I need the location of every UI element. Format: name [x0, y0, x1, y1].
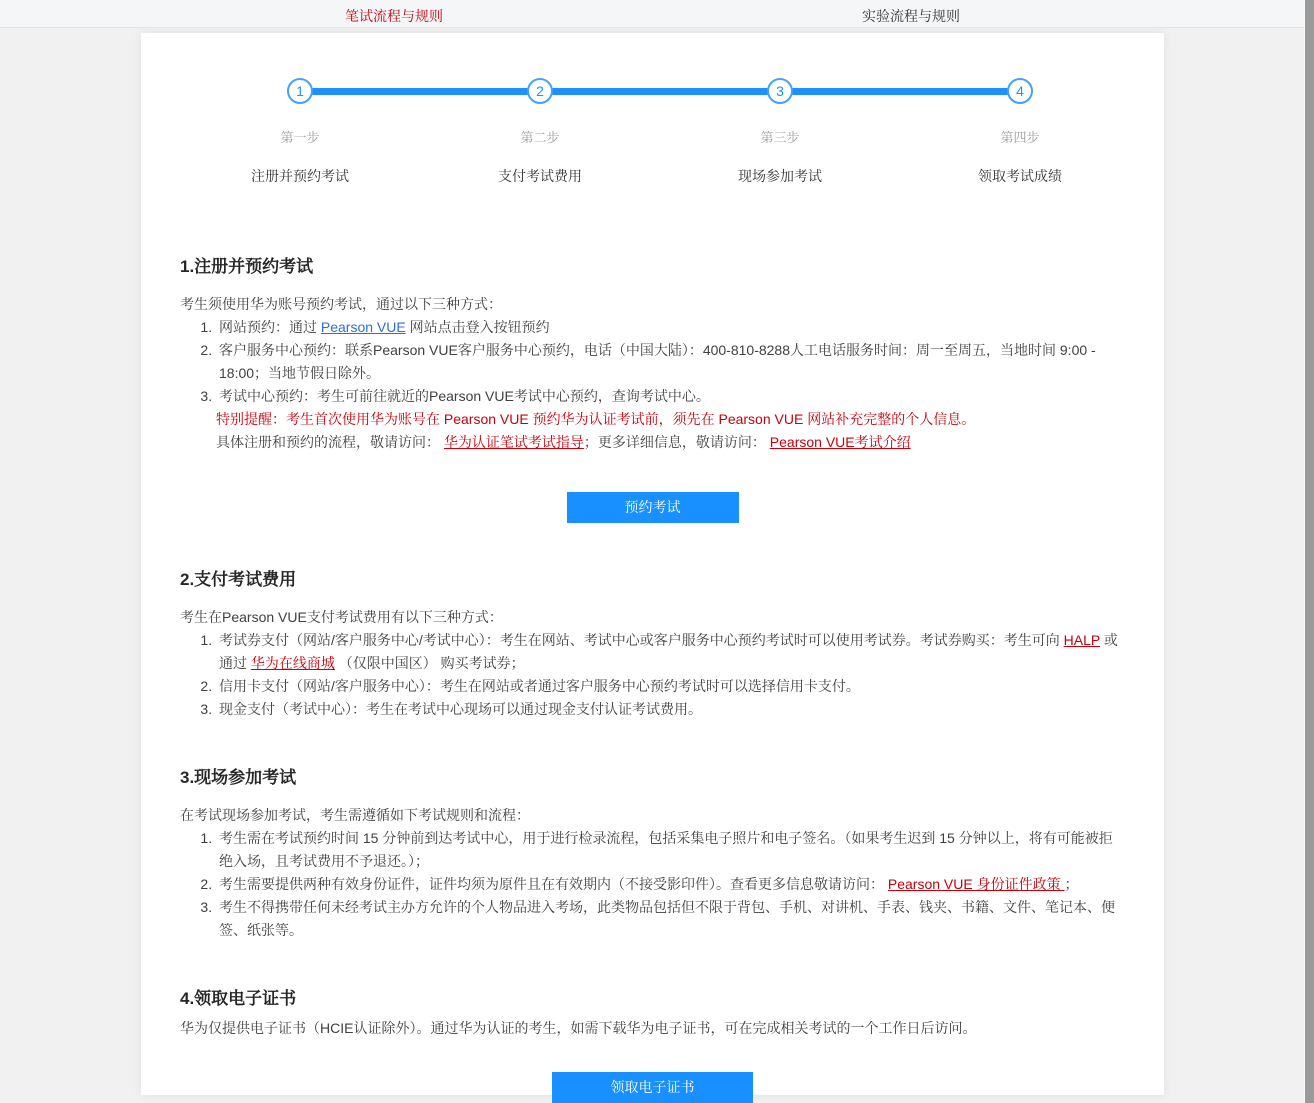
- step-2-name: 支付考试费用: [498, 168, 582, 184]
- tab-written-exam-rules[interactable]: 笔试流程与规则: [345, 8, 443, 24]
- item-text: 信用卡支付（网站/客户服务中心）：考生在网站或者通过客户服务中心预约考试时可以选择信用卡支付。: [219, 678, 860, 694]
- list-item: [216, 675, 1125, 698]
- id-policy-link[interactable]: Pearson VUE 身份证件政策: [887, 876, 1065, 892]
- list-item: [216, 827, 1125, 873]
- step-1-name: 注册并预约考试: [251, 168, 349, 184]
- get-certificate-button[interactable]: 领取电子证书: [552, 1072, 753, 1103]
- list-item: [216, 896, 1125, 942]
- tab-lab-exam-rules[interactable]: 实验流程与规则: [862, 8, 960, 24]
- section-3-intro: 在考试现场参加考试，考生需遵循如下考试规则和流程：: [180, 807, 530, 823]
- list-item: [216, 698, 1125, 721]
- book-exam-button[interactable]: 预约考试: [567, 492, 739, 523]
- step-3-label: 第三步: [760, 130, 800, 145]
- section-1-list: [180, 316, 1125, 408]
- item-text: 考生不得携带任何未经考试主办方允许的个人物品进入考场，此类物品包括但不限于背包、手机、对讲机、手表、钱夹、书籍、文件、笔记本、便签、纸张等。: [219, 899, 1115, 938]
- pearson-vue-intro-link[interactable]: Pearson VUE考试介绍: [769, 434, 911, 450]
- step-2-circle: 2: [527, 78, 553, 104]
- item-text: （仅限中国区） 购买考试券；: [334, 655, 525, 671]
- section-2-list: [180, 629, 1125, 721]
- item-text: 考生需要提供两种有效身份证件，证件均须为原件且在有效期内（不接受影印件）。查看更多信息敬请访问：: [219, 876, 888, 892]
- section-1-heading: 1.注册并预约考试: [180, 257, 314, 276]
- huawei-online-store-link[interactable]: 华为在线商城: [250, 655, 335, 671]
- step-4-label: 第四步: [1000, 130, 1040, 145]
- list-item: [216, 873, 1125, 896]
- item-text: 或通过: [219, 632, 1118, 671]
- written-exam-guide-link[interactable]: 华为认证笔试考试指导: [443, 434, 584, 450]
- step-3-circle: 3: [767, 78, 793, 104]
- item-text: 考生需在考试预约时间 15 分钟前到达考试中心，用于进行检录流程，包括采集电子照片和电子签名。（如果考生迟到 15 分钟以上，将有可能被拒绝入场，且考试费用不予退还。）；: [219, 830, 1113, 869]
- list-item: [216, 385, 1125, 408]
- step-1-circle: 1: [287, 78, 313, 104]
- exam-steps-stepper: [180, 78, 1125, 186]
- step-4-name: 领取考试成绩: [978, 168, 1062, 184]
- step-1-label: 第一步: [280, 130, 320, 145]
- pearson-vue-link[interactable]: Pearson VUE: [320, 319, 406, 335]
- top-tab-bar: [0, 0, 1314, 28]
- item-text: ；: [1064, 876, 1079, 892]
- section-2-heading: 2.支付考试费用: [180, 570, 297, 589]
- section-1-intro: 考生须使用华为账号预约考试，通过以下三种方式：: [180, 296, 502, 312]
- note-text: 具体注册和预约的流程，敬请访问：: [216, 434, 444, 450]
- scrollbar-thumb[interactable]: [1305, 0, 1314, 1103]
- item-text: 考试中心预约：考生可前往就近的Pearson VUE考试中心预约，查询考试中心。: [219, 388, 710, 404]
- section-3-list: [180, 827, 1125, 942]
- step-3-name: 现场参加考试: [738, 168, 822, 184]
- section-4-body: 华为仅提供电子证书（HCIE认证除外）。通过华为认证的考生，如需下载华为电子证书，可在完成相关考试的一个工作日后访问。: [180, 1020, 977, 1036]
- item-text: 现金支付（考试中心）：考生在考试中心现场可以通过现金支付认证考试费用。: [219, 701, 702, 717]
- step-2-label: 第二步: [520, 130, 560, 145]
- item-text: 网站预约：通过: [219, 319, 321, 335]
- section-2-intro: 考生在Pearson VUE支付考试费用有以下三种方式：: [180, 609, 503, 625]
- item-text: 考试券支付（网站/客户服务中心/考试中心）：考生在网站、考试中心或客户服务中心预约考试时可以使用考试券。考试券购买：考生可向: [219, 632, 1064, 648]
- step-4-circle: 4: [1007, 78, 1033, 104]
- stepper-connector-line: [300, 88, 1020, 95]
- item-text: 客户服务中心预约：联系Pearson VUE客户服务中心预约，电话（中国大陆）：400-810-8288人工电话服务时间：周一至周五，当地时间 9:00 - 18:00；当地节假日除外。: [219, 342, 1096, 381]
- scrollbar-track[interactable]: [1304, 0, 1314, 1103]
- section-3-heading: 3.现场参加考试: [180, 768, 297, 787]
- note-text: ；更多详细信息，敬请访问：: [583, 434, 770, 450]
- list-item: [216, 629, 1125, 675]
- item-text: 网站点击登入按钮预约: [405, 319, 550, 335]
- special-reminder-note: 特别提醒：考生首次使用华为账号在 Pearson VUE 预约华为认证考试前，须先在 Pearson VUE 网站补充完整的个人信息。: [216, 411, 976, 427]
- section-4-heading: 4.领取电子证书: [180, 989, 297, 1008]
- content-card: [141, 33, 1164, 1095]
- list-item: [216, 339, 1125, 385]
- list-item: [216, 316, 1125, 339]
- registration-guide-note: [180, 431, 1125, 454]
- halp-link[interactable]: HALP: [1063, 632, 1100, 648]
